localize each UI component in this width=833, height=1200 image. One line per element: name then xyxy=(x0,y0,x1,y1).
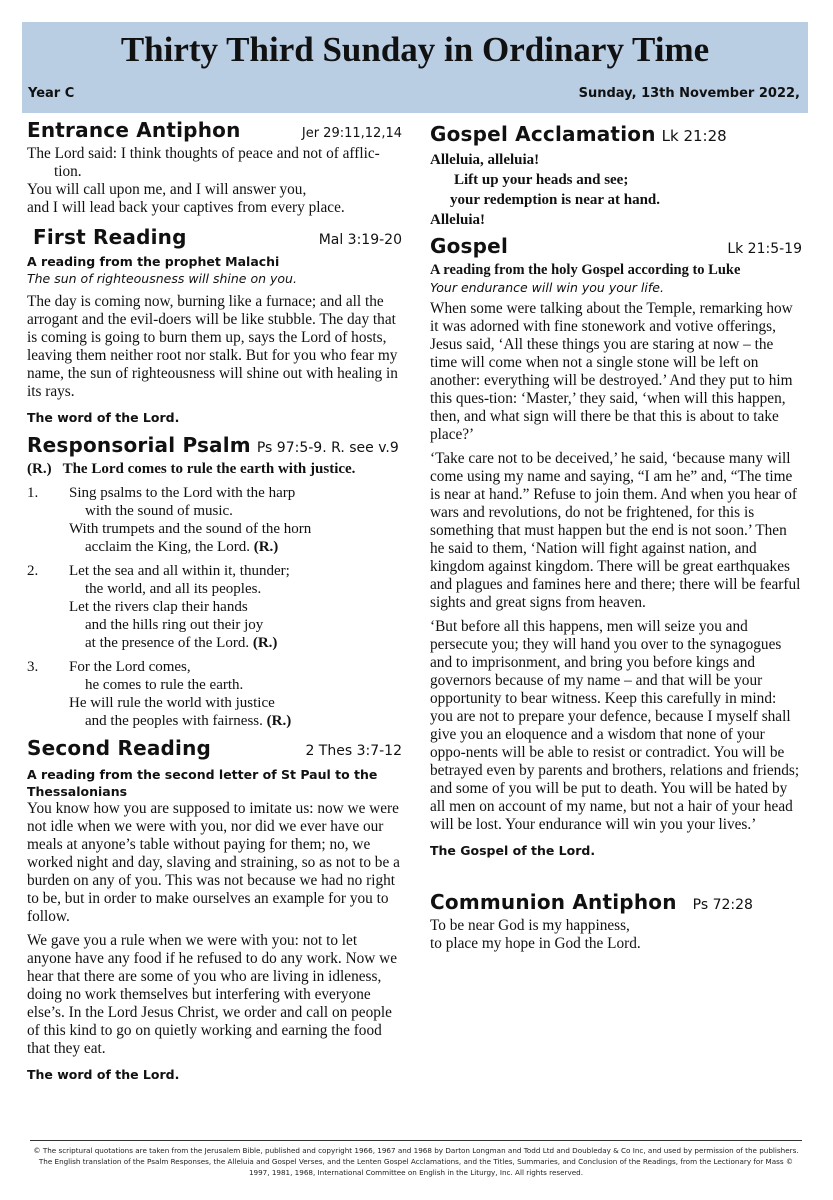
response-label: (R.) xyxy=(27,461,52,477)
verse-line: with the sound of music. xyxy=(85,503,233,519)
first-reading-intro: A reading from the prophet Malachi xyxy=(27,254,280,269)
celebration-date: Sunday, 13th November 2022, xyxy=(578,86,800,101)
responsorial-psalm-section xyxy=(27,433,402,730)
verse-line: He will rule the world with justice xyxy=(69,695,275,711)
verse-line: at the presence of the Lord. xyxy=(85,635,250,651)
right-column xyxy=(430,118,802,953)
psalm-verse xyxy=(27,658,402,730)
second-reading-intro: A reading from the second letter of St Paul to the Thessalonians xyxy=(27,767,378,799)
second-reading-paragraph: You know how you are supposed to imitate us: now we were not idle when we were with you, nor did we ever have our meals at anyone’s table without paying for them; no, we worked night and day, slaving and straining, so as not to be a burden on any of you. This was not because we had no right to be, but in order to make ourselves an example for you to follow. xyxy=(27,800,400,925)
copyright-footer: © The scriptural quotations are taken from the Jerusalem Bible, published and copyright 1966, 1967 and 1968 by Darton Longman and Todd Ltd and Doubleday & Co Inc, and used by permission of the publishers. The English translation of the Psalm Responses, the Alleluia and Gospel Verses, and the Lenten Gospel Acclamations, and the Titles, Summaries, and Conclusion of the Readings, from the Lectionary for Mass © 1997, 1981, 1968, International Committee on English in the Liturgy, Inc. All rights reserved. xyxy=(33,1146,799,1177)
psalm-verse xyxy=(27,562,402,652)
verse-line: For the Lord comes, xyxy=(69,659,191,675)
response-text: The Lord comes to rule the earth with justice. xyxy=(62,461,356,477)
acclamation-ref: Lk 21:28 xyxy=(661,127,727,145)
gospel-paragraph: When some were talking about the Temple, remarking how it was adorned with fine stonework and votive offerings, Jesus said, ‘All these things you are staring at now – the time will come when not a single stone will be left on another: everything will be destroyed.’ And they put to him this ques-tion: ‘Master,’ they said, ‘when will this happen, then, and what sign will there be that this is about to take place?’ xyxy=(430,300,793,443)
verse-response-marker: (R.) xyxy=(252,635,278,651)
verse-line: and the hills ring out their joy xyxy=(85,617,264,633)
page-title: Thirty Third Sunday in Ordinary Time xyxy=(120,30,710,69)
second-reading-heading: Second Reading xyxy=(27,736,212,760)
entrance-line: You will call upon me, and I will answer you, xyxy=(27,181,307,198)
entrance-line: tion. xyxy=(54,163,82,180)
alleluia-line: Alleluia, alleluia! xyxy=(430,152,540,168)
gospel-heading: Gospel xyxy=(430,234,508,258)
first-reading-text: The day is coming now, burning like a furnace; and all the arrogant and the evil-doers will be like stubble. The day that is coming is going to burn them up, says the Lord of hosts, leaving them neither root nor stalk. But for you who fear my name, the sun of righteousness will shine out with healing in its rays. xyxy=(27,293,398,400)
entrance-antiphon-section xyxy=(27,118,402,217)
gospel-intro: A reading from the holy Gospel according to Luke xyxy=(430,262,741,278)
verse-line: Let the rivers clap their hands xyxy=(69,599,248,615)
psalm-response xyxy=(27,461,402,478)
entrance-antiphon-ref: Jer 29:11,12,14 xyxy=(301,126,402,141)
entrance-line: The Lord said: I think thoughts of peace and not of afflic- xyxy=(27,145,380,162)
psalm-ref: Ps 97:5-9. R. see v.9 xyxy=(256,440,399,456)
verse-line: Sing psalms to the Lord with the harp xyxy=(69,485,296,501)
verse-line: and the peoples with fairness. xyxy=(85,713,263,729)
first-reading-ending: The word of the Lord. xyxy=(27,410,180,425)
first-reading-summary: The sun of righteousness will shine on you. xyxy=(27,271,297,286)
verse-response-marker: (R.) xyxy=(266,713,292,729)
psalm-heading: Responsorial Psalm xyxy=(27,433,251,457)
verse-response-marker: (R.) xyxy=(253,539,279,555)
verse-line: acclaim the King, the Lord. xyxy=(85,539,250,555)
verse-number: 2. xyxy=(27,563,39,579)
verse-line: With trumpets and the sound of the horn xyxy=(69,521,312,537)
verse-line: the world, and all its peoples. xyxy=(85,581,262,597)
communion-antiphon-section xyxy=(430,890,802,953)
communion-ref: Ps 72:28 xyxy=(692,897,753,913)
gospel-paragraph: ‘But before all this happens, men will seize you and persecute you; they will hand you over to the synagogues and to imprisonment, and bring you before kings and governors because of my name – and that will be your opportunity to bear witness. Keep this carefully in mind: you are not to prepare your defence, because I myself shall give you an eloquence and a wisdom that none of your oppo-nents will be able to resist or contradict. You will be betrayed even by parents and brothers, relations and friends; and some of you will be put to death. You will be hated by all men on account of my name, but not a hair of your head will be lost. Your endurance will win you your lives.’ xyxy=(430,618,800,833)
second-reading-paragraph: We gave you a rule when we were with you: not to let anyone have any food if he refused to do any work. Now we hear that there are some of you who are living in idleness, doing no work themselves but interfering with everyone else’s. In the Lord Jesus Christ, we order and call on people of this kind to go on quietly working and earning the food that they eat. xyxy=(27,932,397,1057)
liturgical-year: Year C xyxy=(28,86,75,101)
verse-number: 3. xyxy=(27,659,39,675)
communion-line: To be near God is my happiness, xyxy=(430,917,630,934)
communion-line: to place my hope in God the Lord. xyxy=(430,935,641,952)
gospel-section xyxy=(430,234,802,858)
gospel-summary: Your endurance will win you your life. xyxy=(430,280,664,295)
acclamation-verse-line: your redemption is near at hand. xyxy=(450,192,661,208)
second-reading-ending: The word of the Lord. xyxy=(27,1067,180,1082)
left-column xyxy=(27,118,402,1082)
communion-heading: Communion Antiphon xyxy=(430,890,677,914)
footer-divider xyxy=(30,1140,802,1141)
acclamation-heading: Gospel Acclamation xyxy=(430,122,656,146)
psalm-verse xyxy=(27,484,402,556)
verse-number: 1. xyxy=(27,485,39,501)
gospel-ending: The Gospel of the Lord. xyxy=(430,843,596,858)
verse-line: he comes to rule the earth. xyxy=(85,677,244,693)
gospel-ref: Lk 21:5-19 xyxy=(727,241,802,257)
alleluia-line: Alleluia! xyxy=(430,212,485,228)
first-reading-ref: Mal 3:19-20 xyxy=(318,232,402,248)
second-reading-ref: 2 Thes 3:7-12 xyxy=(305,743,402,759)
second-reading-section xyxy=(27,736,402,1082)
verse-line: Let the sea and all within it, thunder; xyxy=(69,563,290,579)
acclamation-verse-line: Lift up your heads and see; xyxy=(454,172,629,188)
title-banner xyxy=(22,22,808,113)
gospel-paragraph: ‘Take care not to be deceived,’ he said, ‘because many will come using my name and saying, “I am he” and, “The time is near at hand.” Refuse to join them. And when you hear of wars and revolutions, do not be frightened, for this is something that must happen but the end is not soon.’ Then he said to them, ‘Nation will fight against nation, and kingdom against kingdom. There will be great earthquakes and plagues and famines here and there; there will be fearful sights and great signs from heaven. xyxy=(430,450,801,611)
first-reading-section xyxy=(27,225,402,425)
entrance-line: and I will lead back your captives from every place. xyxy=(27,199,345,216)
first-reading-heading: First Reading xyxy=(33,225,187,249)
entrance-antiphon-heading: Entrance Antiphon xyxy=(27,118,241,142)
gospel-acclamation-section xyxy=(430,122,802,230)
